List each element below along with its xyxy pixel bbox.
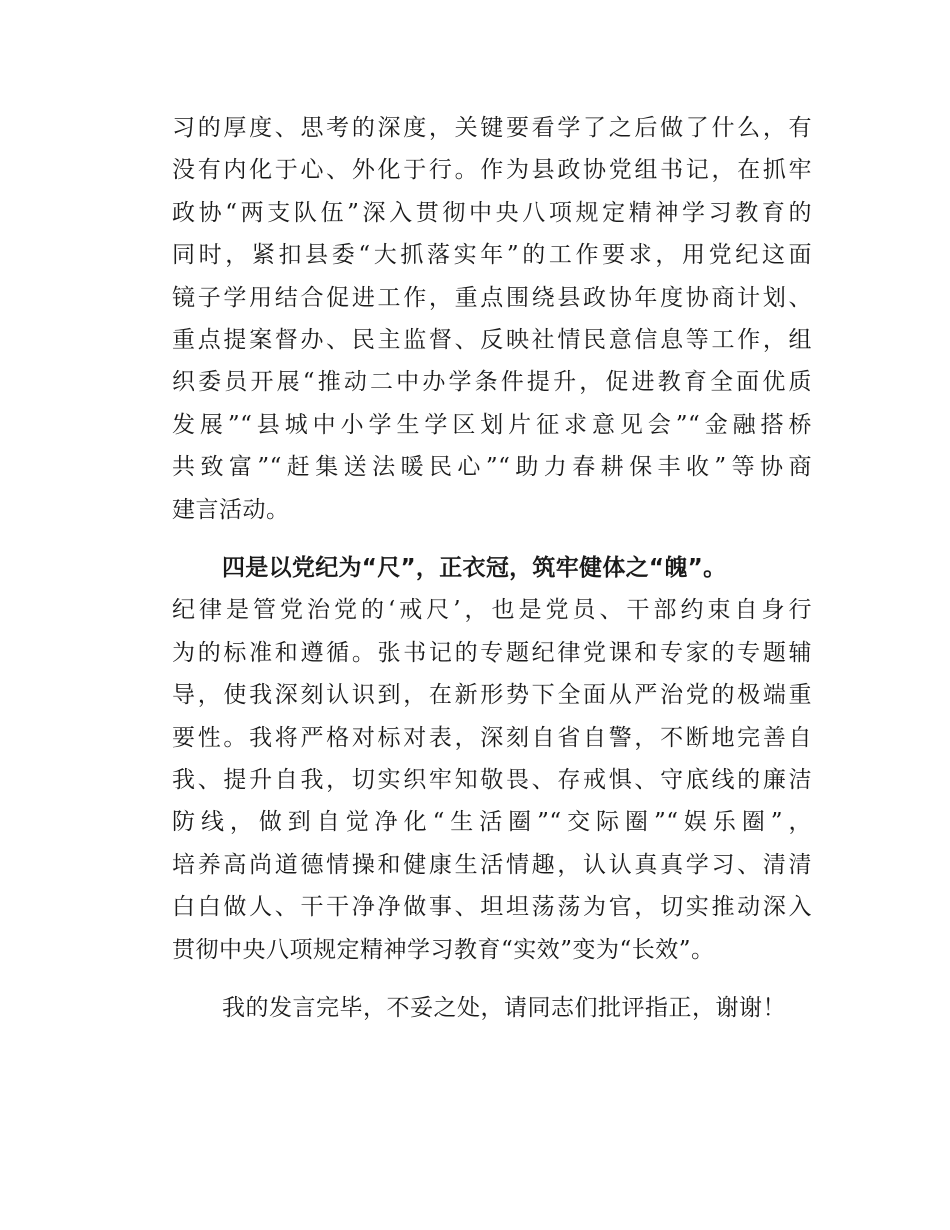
- paragraph-2-line: 为的标准和遵循。张书记的专题纪律党课和专家的专题辅: [172, 639, 812, 666]
- paragraph-1-line: 习的厚度、思考的深度，关键要看学了之后做了什么，有: [172, 115, 812, 141]
- paragraph-2-line: 白白做人、干干净净做事、坦坦荡荡为官，切实推动深入: [172, 894, 812, 921]
- paragraph-2-line: 我、提升自我，切实织牢知敬畏、存戒惧、守底线的廉洁: [172, 766, 812, 793]
- paragraph-1: [172, 107, 812, 531]
- paragraph-2: [172, 547, 812, 971]
- paragraph-2-line: 要性。我将严格对标对表，深刻自省自警，不断地完善自: [172, 724, 812, 751]
- paragraph-2-line: 培养高尚道德情操和健康生活情趣，认认真真学习、清清: [172, 851, 812, 878]
- section-heading: 四是以党纪为“尺”，正衣冠，筑牢健体之“魄”。: [222, 555, 727, 581]
- paragraph-1-line: 共致富”“赶集送法暖民心”“助力春耕保丰收”等协商: [172, 454, 812, 481]
- paragraph-2-line: 贯彻中央八项规定精神学习教育“实效”变为“长效”。: [172, 936, 715, 963]
- paragraph-1-line: 镜子学用结合促进工作，重点围绕县政协年度协商计划、: [172, 284, 812, 311]
- closing-paragraph: [172, 987, 812, 1029]
- paragraph-1-line: 织委员开展“推动二中办学条件提升，促进教育全面优质: [172, 369, 812, 396]
- paragraph-2-line: 纪律是管党治党的‘戒尺’，也是党员、干部约束自身行: [172, 597, 812, 624]
- paragraph-1-line: 重点提案督办、民主监督、反映社情民意信息等工作，组: [172, 326, 812, 353]
- paragraph-1-line: 没有内化于心、外化于行。作为县政协党组书记，在抓牢: [172, 157, 812, 184]
- paragraph-2-line: 导，使我深刻认识到，在新形势下全面从严治党的极端重: [172, 682, 812, 709]
- paragraph-1-line: 发展”“县城中小学生学区划片征求意见会”“金融搭桥: [172, 411, 812, 438]
- closing-text: 我的发言完毕，不妥之处，请同志们批评指正，谢谢！: [222, 995, 786, 1021]
- paragraph-1-line: 建言活动。: [172, 496, 290, 523]
- paragraph-1-line: 政协“两支队伍”深入贯彻中央八项规定精神学习教育的: [172, 199, 812, 226]
- paragraph-1-line: 同时，紧扣县委“大抓落实年”的工作要求，用党纪这面: [172, 242, 812, 269]
- paragraph-2-line: 防线，做到自觉净化“生活圈”“交际圈”“娱乐圈”，: [172, 809, 812, 836]
